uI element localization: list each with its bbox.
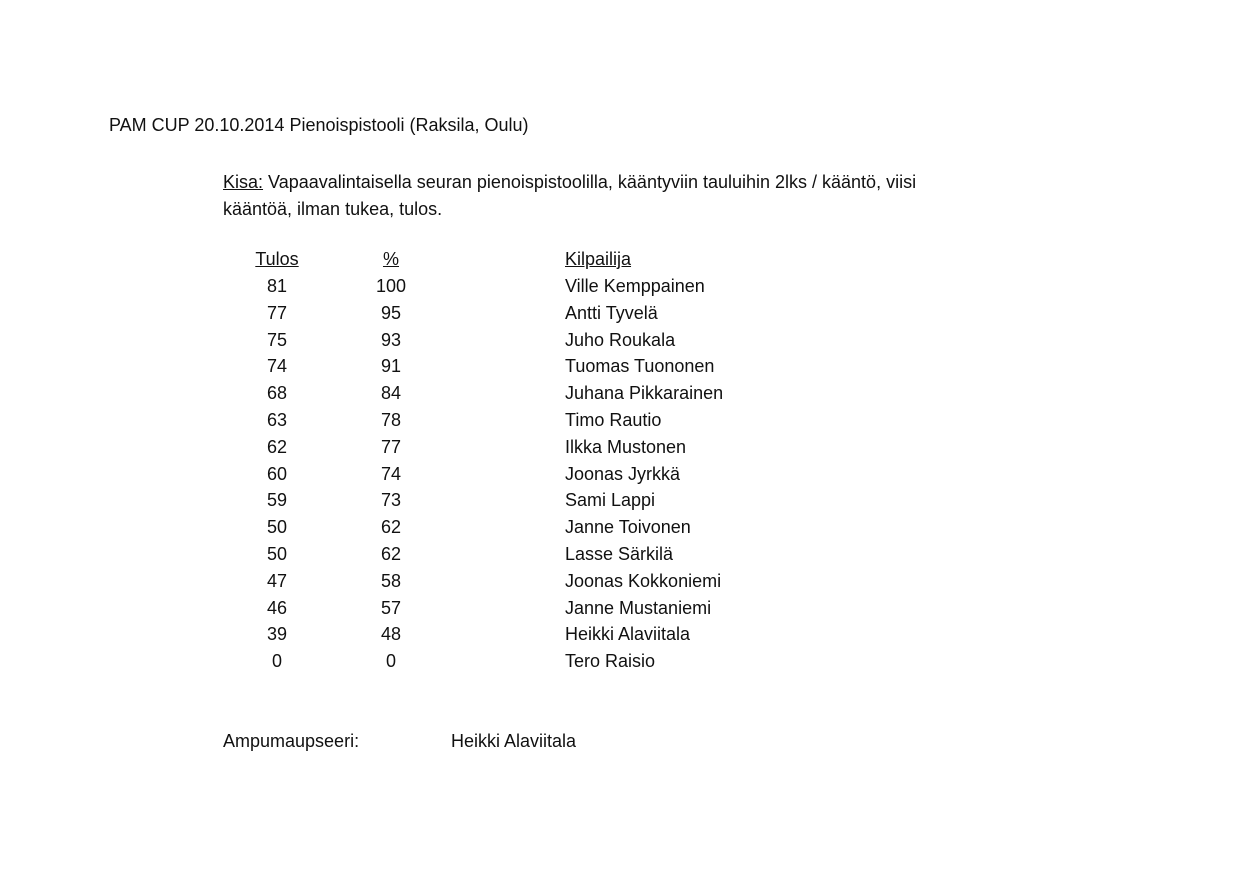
row-score: 81 (266, 276, 288, 296)
table-row (0, 490, 900, 517)
table-row (0, 303, 900, 330)
results-header-row (0, 249, 900, 276)
row-name: Joonas Kokkoniemi (565, 570, 722, 591)
row-score: 75 (266, 329, 288, 350)
row-name: Joonas Jyrkkä (565, 463, 681, 484)
row-percent: 100 (375, 276, 407, 296)
row-score: 50 (266, 517, 288, 538)
range-officer-name: Heikki Alaviitala (451, 731, 577, 751)
row-name: Juhana Pikkarainen (565, 383, 724, 404)
row-score: 60 (266, 463, 288, 484)
row-score: 68 (266, 383, 288, 404)
header-score: Tulos (255, 249, 299, 269)
table-row (0, 330, 900, 357)
table-row (0, 437, 900, 464)
row-score: 46 (266, 597, 288, 618)
row-score: 63 (266, 410, 288, 430)
table-row (0, 383, 900, 410)
row-percent: 48 (380, 624, 402, 645)
row-score: 59 (266, 490, 288, 511)
header-percent: % (382, 249, 399, 269)
row-score: 47 (266, 570, 288, 591)
table-row (0, 517, 900, 544)
description-label: Kisa: (223, 172, 264, 192)
table-row (0, 571, 900, 598)
range-officer-label: Ampumaupseeri: (223, 731, 360, 751)
row-percent: 93 (380, 329, 402, 350)
row-score: 50 (266, 544, 288, 564)
row-name: Antti Tyvelä (565, 302, 658, 323)
row-score: 77 (266, 302, 288, 323)
table-row (0, 651, 900, 678)
table-row (0, 356, 900, 383)
table-row (0, 410, 900, 437)
row-name: Ville Kemppainen (565, 276, 705, 296)
row-name: Lasse Särkilä (565, 544, 674, 564)
row-percent: 57 (380, 597, 402, 618)
row-name: Tero Raisio (565, 651, 656, 672)
row-percent: 62 (380, 544, 402, 564)
row-percent: 58 (380, 570, 402, 591)
description-text: Vapaavalintaisella seuran pienoispistoolilla, kääntyviin tauluihin 2lks / kääntö, viisi kääntöä, ilman tukea, tulos. (223, 172, 917, 219)
row-percent: 78 (380, 410, 402, 430)
row-name: Ilkka Mustonen (565, 436, 687, 457)
row-name: Juho Roukala (565, 329, 676, 350)
competition-description (223, 169, 983, 223)
row-percent: 74 (380, 463, 402, 484)
row-score: 0 (271, 651, 282, 672)
document-title: PAM CUP 20.10.2014 Pienoispistooli (Raksila, Oulu) (109, 115, 529, 135)
table-row (0, 276, 900, 303)
row-percent: 62 (380, 517, 402, 538)
row-name: Janne Toivonen (565, 517, 691, 538)
row-percent: 91 (380, 356, 402, 377)
row-percent: 73 (380, 490, 402, 511)
table-row (0, 624, 900, 651)
row-percent: 77 (380, 436, 402, 457)
table-row (0, 464, 900, 491)
row-score: 74 (266, 356, 288, 377)
row-percent: 0 (385, 651, 396, 672)
table-row (0, 544, 900, 571)
row-name: Janne Mustaniemi (565, 597, 712, 618)
row-name: Sami Lappi (565, 490, 656, 511)
header-name: Kilpailija (565, 249, 632, 269)
row-name: Heikki Alaviitala (565, 624, 691, 645)
row-score: 39 (266, 624, 288, 645)
row-name: Tuomas Tuononen (565, 356, 715, 377)
row-percent: 95 (380, 302, 402, 323)
row-score: 62 (266, 436, 288, 457)
row-percent: 84 (380, 383, 402, 404)
row-name: Timo Rautio (565, 410, 662, 430)
table-row (0, 598, 900, 625)
